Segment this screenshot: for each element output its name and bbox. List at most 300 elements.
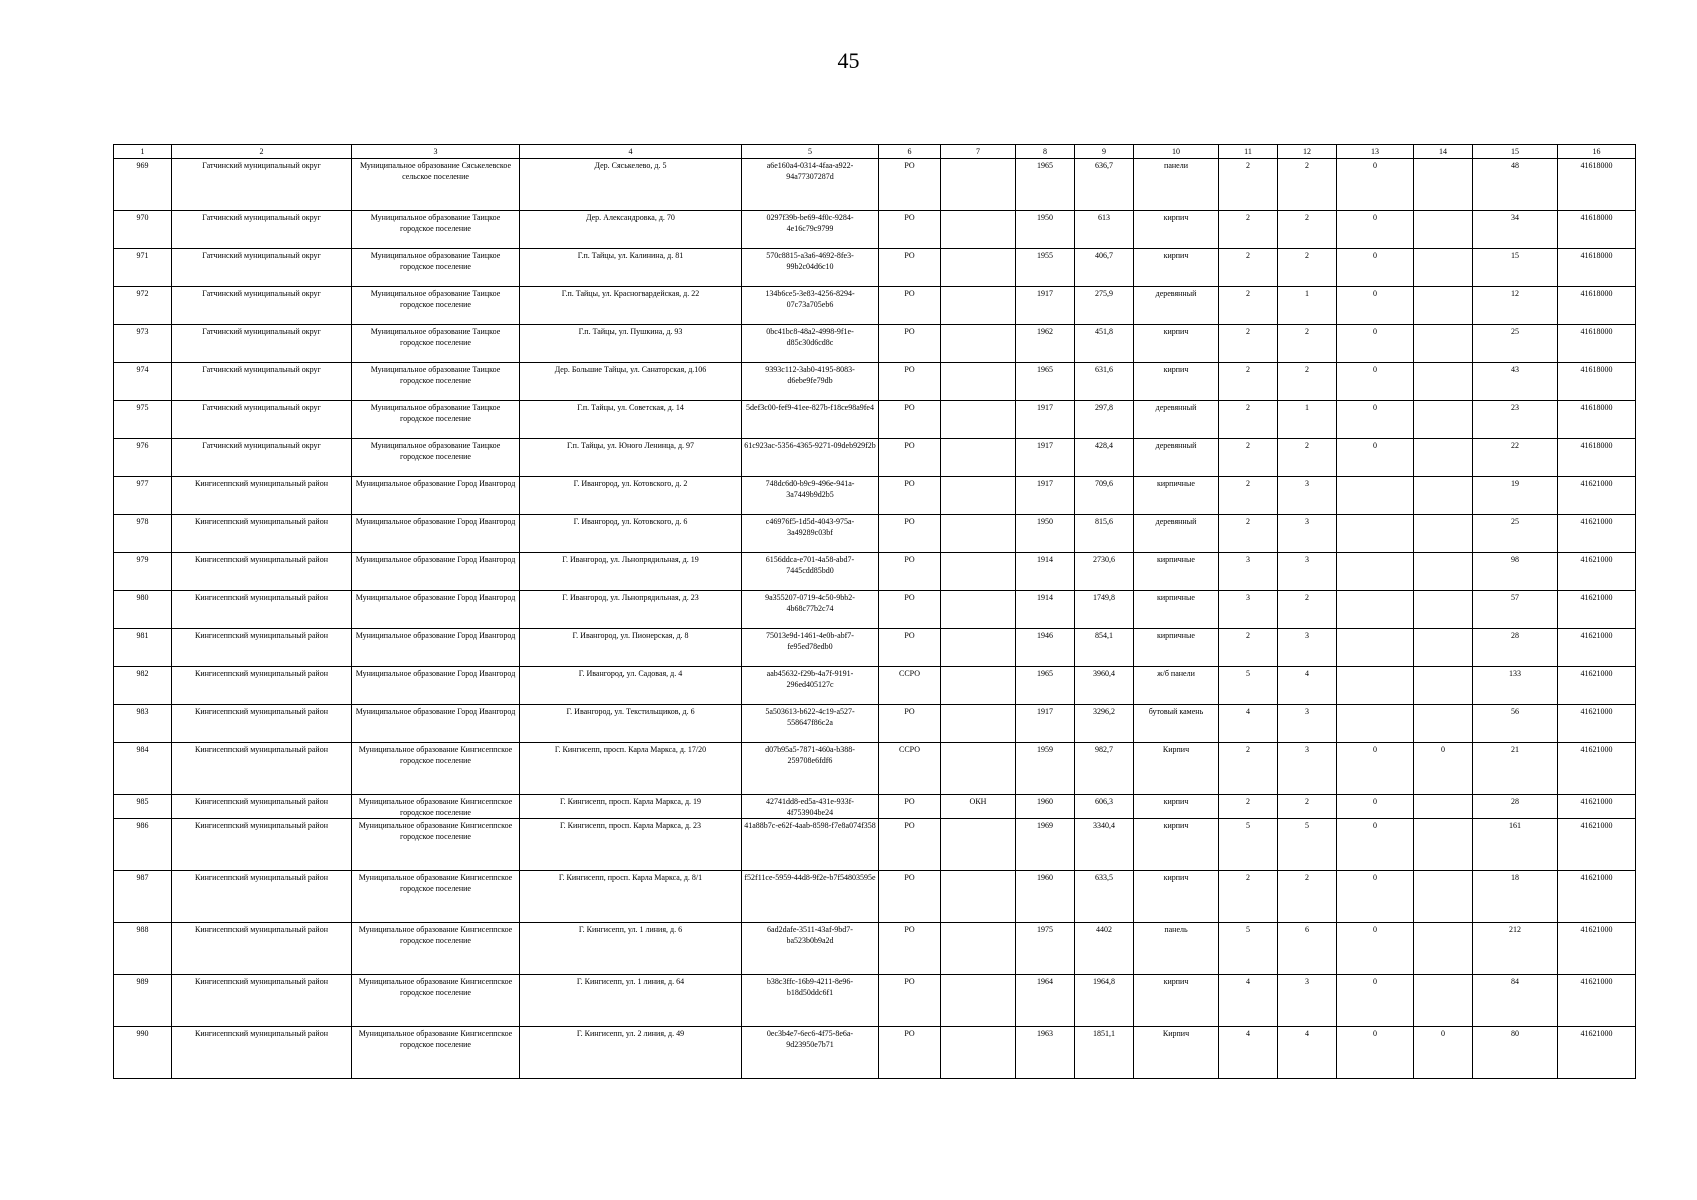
column-header: 4: [520, 145, 742, 159]
table-cell: Муниципальное образование Таицкое городское поселение: [352, 363, 520, 401]
table-cell: 2: [1278, 871, 1337, 923]
column-header: 6: [879, 145, 941, 159]
table-cell: 41621000: [1558, 667, 1636, 705]
table-row: [114, 667, 1636, 705]
table-cell: РО: [879, 477, 941, 515]
table-cell: 1960: [1016, 795, 1075, 819]
table-cell: f52f11ce-5959-44d8-9f2e-b7f54803595e: [742, 871, 879, 923]
table-cell: 1917: [1016, 477, 1075, 515]
table-cell: Кирпич: [1134, 1027, 1219, 1079]
table-cell: 1960: [1016, 871, 1075, 923]
table-cell: 982: [114, 667, 172, 705]
table-cell: [941, 477, 1016, 515]
page-number: 45: [837, 48, 860, 73]
table-cell: Г. Кингисепп, просп. Карла Маркса, д. 19: [520, 795, 742, 819]
table-cell: 988: [114, 923, 172, 975]
table-cell: Муниципальное образование Таицкое городское поселение: [352, 249, 520, 287]
table-cell: [1414, 591, 1473, 629]
table-cell: [941, 401, 1016, 439]
table-cell: 815,6: [1075, 515, 1134, 553]
table-cell: 6: [1278, 923, 1337, 975]
table-cell: Г. Ивангород, ул. Пионерская, д. 8: [520, 629, 742, 667]
table-cell: 134b6ce5-3e83-4256-8294-07c73a705eb6: [742, 287, 879, 325]
table-cell: [1414, 819, 1473, 871]
table-cell: Муниципальное образование Таицкое городское поселение: [352, 439, 520, 477]
table-cell: 28: [1473, 629, 1558, 667]
table-cell: 1962: [1016, 325, 1075, 363]
table-cell: 631,6: [1075, 363, 1134, 401]
table-cell: [941, 667, 1016, 705]
table-cell: деревянный: [1134, 515, 1219, 553]
table-cell: Муниципальное образование Кингисеппское городское поселение: [352, 975, 520, 1027]
table-cell: 5: [1278, 819, 1337, 871]
table-cell: 41621000: [1558, 553, 1636, 591]
table-cell: Гатчинский муниципальный округ: [172, 249, 352, 287]
column-header: 16: [1558, 145, 1636, 159]
table-cell: Дер. Сяськелево, д. 5: [520, 159, 742, 211]
table-cell: 1917: [1016, 705, 1075, 743]
table-cell: 2: [1219, 287, 1278, 325]
table-row: [114, 923, 1636, 975]
table-cell: 1917: [1016, 439, 1075, 477]
table-cell: 18: [1473, 871, 1558, 923]
table-cell: Г.п. Тайцы, ул. Калинина, д. 81: [520, 249, 742, 287]
table-cell: 748dc6d0-b9c9-496e-941a-3a7449b9d2b5: [742, 477, 879, 515]
table-cell: [1414, 795, 1473, 819]
table-cell: 28: [1473, 795, 1558, 819]
table-cell: Муниципальное образование Таицкое городское поселение: [352, 325, 520, 363]
table-cell: [941, 325, 1016, 363]
table-cell: 0: [1337, 363, 1414, 401]
table-cell: 973: [114, 325, 172, 363]
table-cell: Гатчинский муниципальный округ: [172, 401, 352, 439]
table-cell: РО: [879, 401, 941, 439]
table-cell: 1975: [1016, 923, 1075, 975]
table-cell: 4: [1219, 1027, 1278, 1079]
table-cell: a6e160a4-0314-4faa-a922-94a77307287d: [742, 159, 879, 211]
table-cell: 1946: [1016, 629, 1075, 667]
table-cell: 9393c112-3ab0-4195-8083-d6ebe9fe79db: [742, 363, 879, 401]
table-cell: 980: [114, 591, 172, 629]
column-header: 8: [1016, 145, 1075, 159]
table-cell: 2: [1219, 401, 1278, 439]
table-cell: 2: [1219, 871, 1278, 923]
table-cell: 21: [1473, 743, 1558, 795]
table-cell: деревянный: [1134, 439, 1219, 477]
table-cell: [1414, 871, 1473, 923]
table-cell: 41621000: [1558, 871, 1636, 923]
table-cell: Г. Ивангород, ул. Котовского, д. 6: [520, 515, 742, 553]
table-cell: 3: [1219, 591, 1278, 629]
table-cell: 23: [1473, 401, 1558, 439]
table-cell: [941, 871, 1016, 923]
table-cell: 1959: [1016, 743, 1075, 795]
table-cell: кирпичные: [1134, 477, 1219, 515]
table-cell: 22: [1473, 439, 1558, 477]
table-cell: 6ad2dafe-3511-43af-9bd7-ba523b0b9a2d: [742, 923, 879, 975]
table-cell: 1914: [1016, 553, 1075, 591]
table-cell: Кингисеппский муниципальный район: [172, 553, 352, 591]
table-cell: 1965: [1016, 667, 1075, 705]
table-cell: Г.п. Тайцы, ул. Юного Ленинца, д. 97: [520, 439, 742, 477]
table-cell: 972: [114, 287, 172, 325]
table-cell: 0: [1337, 923, 1414, 975]
table-cell: 2: [1278, 363, 1337, 401]
table-cell: 985: [114, 795, 172, 819]
table-cell: Муниципальное образование Таицкое городское поселение: [352, 287, 520, 325]
table-cell: 2: [1219, 439, 1278, 477]
housing-registry-table-container: [113, 144, 1635, 1079]
table-cell: Кингисеппский муниципальный район: [172, 515, 352, 553]
table-cell: 3: [1278, 477, 1337, 515]
table-cell: [941, 159, 1016, 211]
table-row: [114, 287, 1636, 325]
table-cell: 48: [1473, 159, 1558, 211]
table-cell: Г. Ивангород, ул. Садовая, д. 4: [520, 667, 742, 705]
table-cell: [1337, 553, 1414, 591]
table-cell: 1964,8: [1075, 975, 1134, 1027]
table-body: [114, 145, 1636, 1079]
table-cell: 0297f39b-be69-4f0c-9284-4e16c79c9799: [742, 211, 879, 249]
table-cell: 981: [114, 629, 172, 667]
table-cell: 2: [1278, 591, 1337, 629]
table-cell: 41621000: [1558, 629, 1636, 667]
table-cell: 979: [114, 553, 172, 591]
table-cell: Кингисеппский муниципальный район: [172, 795, 352, 819]
table-cell: кирпичные: [1134, 553, 1219, 591]
table-cell: 61c923ac-5356-4365-9271-09deb929f2b: [742, 439, 879, 477]
table-cell: [941, 975, 1016, 1027]
table-cell: 12: [1473, 287, 1558, 325]
table-cell: РО: [879, 515, 941, 553]
table-cell: [1337, 667, 1414, 705]
table-cell: Муниципальное образование Кингисеппское городское поселение: [352, 923, 520, 975]
table-cell: 2: [1219, 477, 1278, 515]
table-cell: деревянный: [1134, 401, 1219, 439]
table-row: [114, 159, 1636, 211]
table-cell: 1851,1: [1075, 1027, 1134, 1079]
table-cell: 41621000: [1558, 705, 1636, 743]
table-cell: РО: [879, 591, 941, 629]
column-header: 2: [172, 145, 352, 159]
table-cell: [1414, 515, 1473, 553]
table-cell: [941, 629, 1016, 667]
table-cell: [1414, 401, 1473, 439]
table-cell: 0: [1337, 249, 1414, 287]
table-cell: [1414, 363, 1473, 401]
table-cell: 41621000: [1558, 923, 1636, 975]
column-header: 10: [1134, 145, 1219, 159]
table-cell: 854,1: [1075, 629, 1134, 667]
table-cell: 970: [114, 211, 172, 249]
table-cell: [941, 923, 1016, 975]
table-cell: [1414, 667, 1473, 705]
table-row: [114, 629, 1636, 667]
table-cell: Муниципальное образование Город Ивангород: [352, 477, 520, 515]
table-cell: кирпич: [1134, 211, 1219, 249]
table-cell: [1414, 553, 1473, 591]
table-cell: Г. Ивангород, ул. Текстильщиков, д. 6: [520, 705, 742, 743]
table-cell: 2: [1219, 743, 1278, 795]
table-cell: 42741dd8-ed5a-431e-933f-4f753904be24: [742, 795, 879, 819]
table-cell: [941, 705, 1016, 743]
table-cell: Г. Кингисепп, просп. Карла Маркса, д. 8/1: [520, 871, 742, 923]
table-cell: Муниципальное образование Кингисеппское городское поселение: [352, 819, 520, 871]
table-cell: кирпич: [1134, 795, 1219, 819]
table-cell: 41621000: [1558, 515, 1636, 553]
table-cell: 4402: [1075, 923, 1134, 975]
table-cell: 2: [1219, 363, 1278, 401]
table-cell: 41618000: [1558, 325, 1636, 363]
table-cell: 41621000: [1558, 1027, 1636, 1079]
table-cell: 0: [1337, 159, 1414, 211]
table-cell: Дер. Александровка, д. 70: [520, 211, 742, 249]
table-cell: [1414, 439, 1473, 477]
table-cell: aab45632-f29b-4a7f-9191-296ed405127c: [742, 667, 879, 705]
table-cell: 4: [1278, 1027, 1337, 1079]
table-cell: [941, 515, 1016, 553]
table-cell: Муниципальное образование Кингисеппское городское поселение: [352, 795, 520, 819]
table-cell: 0: [1337, 975, 1414, 1027]
table-cell: 989: [114, 975, 172, 1027]
table-cell: 975: [114, 401, 172, 439]
table-cell: кирпичные: [1134, 629, 1219, 667]
table-cell: 0: [1337, 1027, 1414, 1079]
table-cell: [1414, 287, 1473, 325]
table-cell: 3: [1219, 553, 1278, 591]
table-cell: [941, 249, 1016, 287]
table-cell: 0: [1337, 743, 1414, 795]
table-cell: Гатчинский муниципальный округ: [172, 159, 352, 211]
table-cell: 2: [1219, 795, 1278, 819]
table-cell: 43: [1473, 363, 1558, 401]
column-header: 14: [1414, 145, 1473, 159]
table-cell: 2: [1278, 795, 1337, 819]
table-cell: 5: [1219, 667, 1278, 705]
table-cell: Муниципальное образование Город Ивангород: [352, 515, 520, 553]
table-cell: 41621000: [1558, 743, 1636, 795]
table-cell: 80: [1473, 1027, 1558, 1079]
table-cell: 5def3c00-fef9-41ee-827b-f18ce98a9fe4: [742, 401, 879, 439]
table-cell: 971: [114, 249, 172, 287]
table-cell: 41618000: [1558, 249, 1636, 287]
table-cell: 0: [1414, 1027, 1473, 1079]
table-cell: 977: [114, 477, 172, 515]
table-cell: [1337, 629, 1414, 667]
table-cell: Кингисеппский муниципальный район: [172, 923, 352, 975]
table-cell: 41618000: [1558, 159, 1636, 211]
table-cell: ОКН: [941, 795, 1016, 819]
table-row: [114, 975, 1636, 1027]
table-cell: РО: [879, 211, 941, 249]
table-row: [114, 705, 1636, 743]
table-row: [114, 819, 1636, 871]
table-cell: Дер. Большие Тайцы, ул. Санаторская, д.106: [520, 363, 742, 401]
table-cell: 978: [114, 515, 172, 553]
table-cell: 1917: [1016, 287, 1075, 325]
table-cell: [1414, 477, 1473, 515]
table-cell: 161: [1473, 819, 1558, 871]
table-cell: 2: [1219, 211, 1278, 249]
table-cell: Кингисеппский муниципальный район: [172, 871, 352, 923]
table-cell: Муниципальное образование Сяськелевское сельское поселение: [352, 159, 520, 211]
table-cell: 606,3: [1075, 795, 1134, 819]
table-cell: 4: [1278, 667, 1337, 705]
table-cell: Кингисеппский муниципальный район: [172, 743, 352, 795]
table-cell: Муниципальное образование Кингисеппское городское поселение: [352, 743, 520, 795]
table-cell: РО: [879, 795, 941, 819]
table-cell: 1914: [1016, 591, 1075, 629]
table-cell: [1414, 211, 1473, 249]
table-cell: 2: [1219, 629, 1278, 667]
table-cell: 41618000: [1558, 401, 1636, 439]
table-cell: [1414, 975, 1473, 1027]
table-cell: [1414, 923, 1473, 975]
table-cell: 990: [114, 1027, 172, 1079]
table-cell: Г. Ивангород, ул. Льнопрядильная, д. 19: [520, 553, 742, 591]
table-cell: РО: [879, 159, 941, 211]
table-cell: [941, 743, 1016, 795]
table-cell: 974: [114, 363, 172, 401]
table-cell: [941, 1027, 1016, 1079]
table-cell: кирпич: [1134, 975, 1219, 1027]
table-cell: Муниципальное образование Город Ивангород: [352, 553, 520, 591]
table-cell: панели: [1134, 159, 1219, 211]
table-cell: 25: [1473, 325, 1558, 363]
table-cell: Муниципальное образование Город Ивангород: [352, 705, 520, 743]
table-cell: Г. Кингисепп, ул. 1 линия, д. 6: [520, 923, 742, 975]
table-cell: РО: [879, 975, 941, 1027]
column-header: 13: [1337, 145, 1414, 159]
table-cell: 1950: [1016, 211, 1075, 249]
table-cell: [1414, 705, 1473, 743]
column-header: 11: [1219, 145, 1278, 159]
table-cell: 75013e9d-1461-4e0b-abf7-fe95ed78edb0: [742, 629, 879, 667]
table-row: [114, 591, 1636, 629]
table-cell: 1965: [1016, 159, 1075, 211]
table-cell: РО: [879, 325, 941, 363]
table-cell: 1964: [1016, 975, 1075, 1027]
table-cell: [1337, 591, 1414, 629]
table-cell: ССРО: [879, 743, 941, 795]
table-cell: 3960,4: [1075, 667, 1134, 705]
table-cell: Кингисеппский муниципальный район: [172, 705, 352, 743]
table-cell: 3: [1278, 629, 1337, 667]
table-cell: c46976f5-1d5d-4043-975a-3a49289c03bf: [742, 515, 879, 553]
table-cell: 1955: [1016, 249, 1075, 287]
table-cell: Кингисеппский муниципальный район: [172, 667, 352, 705]
table-cell: РО: [879, 553, 941, 591]
table-cell: 3: [1278, 705, 1337, 743]
table-row: [114, 401, 1636, 439]
table-cell: [1337, 705, 1414, 743]
table-row: [114, 795, 1636, 819]
table-row: [114, 439, 1636, 477]
housing-registry-table: [113, 144, 1636, 1079]
table-cell: Кингисеппский муниципальный район: [172, 591, 352, 629]
table-row: [114, 249, 1636, 287]
table-cell: Гатчинский муниципальный округ: [172, 439, 352, 477]
table-row: [114, 871, 1636, 923]
table-cell: РО: [879, 439, 941, 477]
table-cell: 633,5: [1075, 871, 1134, 923]
column-header: 12: [1278, 145, 1337, 159]
table-cell: кирпич: [1134, 363, 1219, 401]
table-row: [114, 211, 1636, 249]
table-cell: 2: [1219, 325, 1278, 363]
table-cell: РО: [879, 629, 941, 667]
table-cell: кирпич: [1134, 249, 1219, 287]
table-cell: 41618000: [1558, 287, 1636, 325]
table-cell: 0: [1337, 871, 1414, 923]
table-cell: 986: [114, 819, 172, 871]
table-cell: Г. Кингисепп, ул. 1 линия, д. 64: [520, 975, 742, 1027]
table-cell: РО: [879, 705, 941, 743]
table-cell: Кирпич: [1134, 743, 1219, 795]
table-cell: 41621000: [1558, 591, 1636, 629]
table-cell: Г. Ивангород, ул. Котовского, д. 2: [520, 477, 742, 515]
table-cell: [941, 287, 1016, 325]
table-cell: 56: [1473, 705, 1558, 743]
table-cell: Г.п. Тайцы, ул. Пушкина, д. 93: [520, 325, 742, 363]
table-cell: 709,6: [1075, 477, 1134, 515]
table-cell: РО: [879, 249, 941, 287]
table-row: [114, 477, 1636, 515]
table-cell: 133: [1473, 667, 1558, 705]
table-cell: [1337, 515, 1414, 553]
table-cell: Г.п. Тайцы, ул. Советская, д. 14: [520, 401, 742, 439]
table-cell: Г.п. Тайцы, ул. Красногвардейская, д. 22: [520, 287, 742, 325]
table-cell: 2: [1278, 249, 1337, 287]
table-cell: [941, 363, 1016, 401]
table-cell: 0: [1337, 211, 1414, 249]
table-cell: РО: [879, 819, 941, 871]
table-cell: Кингисеппский муниципальный район: [172, 629, 352, 667]
table-cell: РО: [879, 1027, 941, 1079]
table-cell: [941, 439, 1016, 477]
table-cell: 1965: [1016, 363, 1075, 401]
table-cell: 15: [1473, 249, 1558, 287]
table-cell: [941, 553, 1016, 591]
table-cell: [1414, 159, 1473, 211]
table-cell: 41621000: [1558, 819, 1636, 871]
table-cell: 3: [1278, 553, 1337, 591]
table-cell: b38c3ffc-16b9-4211-8e96-b18d50ddc6f1: [742, 975, 879, 1027]
table-cell: 1: [1278, 401, 1337, 439]
table-cell: РО: [879, 287, 941, 325]
table-cell: Г. Кингисепп, просп. Карла Маркса, д. 23: [520, 819, 742, 871]
table-cell: 84: [1473, 975, 1558, 1027]
table-cell: 41621000: [1558, 975, 1636, 1027]
table-cell: 34: [1473, 211, 1558, 249]
table-cell: Муниципальное образование Таицкое городское поселение: [352, 211, 520, 249]
table-cell: РО: [879, 923, 941, 975]
table-cell: Гатчинский муниципальный округ: [172, 363, 352, 401]
table-cell: Г. Кингисепп, ул. 2 линия, д. 49: [520, 1027, 742, 1079]
table-row: [114, 325, 1636, 363]
table-cell: 0: [1414, 743, 1473, 795]
table-cell: Муниципальное образование Кингисеппское городское поселение: [352, 1027, 520, 1079]
table-cell: кирпич: [1134, 819, 1219, 871]
table-cell: 9a355207-0719-4c50-9bb2-4b68c77b2c74: [742, 591, 879, 629]
table-cell: 19: [1473, 477, 1558, 515]
table-cell: Муниципальное образование Город Ивангород: [352, 591, 520, 629]
table-cell: 0bc41bc8-48a2-4998-9f1e-d85c30d6cd8c: [742, 325, 879, 363]
table-row: [114, 743, 1636, 795]
table-cell: 41618000: [1558, 439, 1636, 477]
table-row: [114, 363, 1636, 401]
table-cell: панель: [1134, 923, 1219, 975]
